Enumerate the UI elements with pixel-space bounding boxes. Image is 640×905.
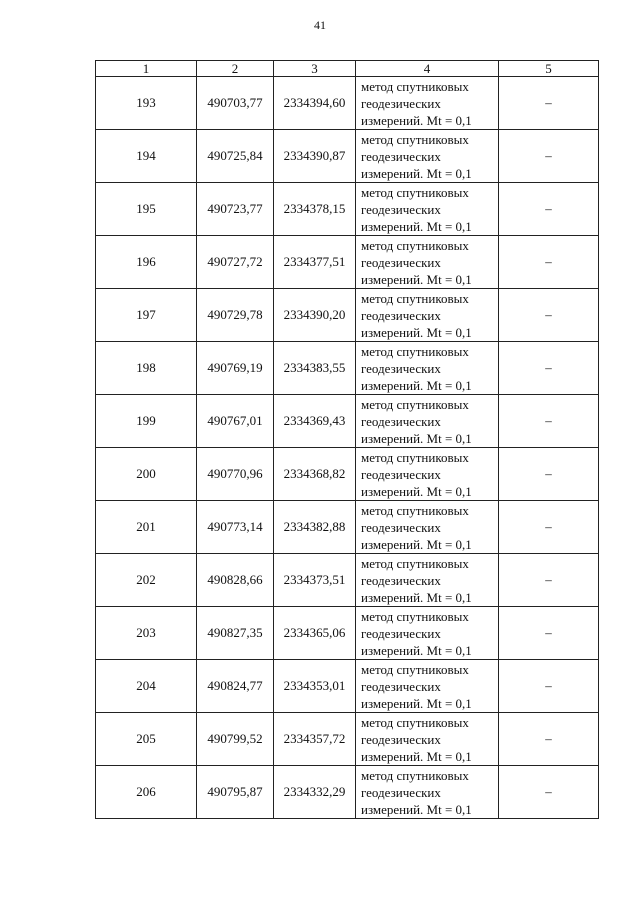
method-line: измерений. Mt = 0,1 bbox=[361, 112, 472, 128]
x-coordinate-cell: 490770,96 bbox=[197, 448, 274, 501]
method-cell bbox=[356, 130, 499, 183]
x-coordinate-cell: 490828,66 bbox=[197, 554, 274, 607]
table-row bbox=[96, 183, 599, 236]
method-line: измерений. Mt = 0,1 bbox=[361, 324, 472, 340]
x-coordinate-cell: 490827,35 bbox=[197, 607, 274, 660]
point-number-cell: 199 bbox=[96, 395, 197, 448]
x-coordinate-cell: 490824,77 bbox=[197, 660, 274, 713]
column-5-cell: – bbox=[499, 607, 599, 660]
header-col-4: 4 bbox=[356, 61, 499, 77]
y-coordinate-cell: 2334383,55 bbox=[274, 342, 356, 395]
method-line: геодезических bbox=[361, 360, 441, 376]
method-line: метод спутниковых bbox=[361, 555, 469, 571]
point-number-cell: 195 bbox=[96, 183, 197, 236]
column-5-cell: – bbox=[499, 554, 599, 607]
y-coordinate-cell: 2334357,72 bbox=[274, 713, 356, 766]
method-cell bbox=[356, 607, 499, 660]
point-number-cell: 197 bbox=[96, 289, 197, 342]
x-coordinate-cell: 490725,84 bbox=[197, 130, 274, 183]
method-line: измерений. Mt = 0,1 bbox=[361, 377, 472, 393]
method-cell bbox=[356, 77, 499, 130]
y-coordinate-cell: 2334378,15 bbox=[274, 183, 356, 236]
method-line: геодезических bbox=[361, 519, 441, 535]
x-coordinate-cell: 490723,77 bbox=[197, 183, 274, 236]
method-line: измерений. Mt = 0,1 bbox=[361, 536, 472, 552]
column-5-cell: – bbox=[499, 766, 599, 819]
x-coordinate-cell: 490795,87 bbox=[197, 766, 274, 819]
column-5-cell: – bbox=[499, 77, 599, 130]
method-line: геодезических bbox=[361, 254, 441, 270]
point-number-cell: 198 bbox=[96, 342, 197, 395]
point-number-cell: 201 bbox=[96, 501, 197, 554]
method-line: метод спутниковых bbox=[361, 449, 469, 465]
table-body bbox=[96, 77, 599, 819]
y-coordinate-cell: 2334390,20 bbox=[274, 289, 356, 342]
method-line: метод спутниковых bbox=[361, 343, 469, 359]
method-line: геодезических bbox=[361, 307, 441, 323]
method-line: геодезических bbox=[361, 95, 441, 111]
method-line: измерений. Mt = 0,1 bbox=[361, 695, 472, 711]
table-header bbox=[96, 61, 599, 77]
header-col-3: 3 bbox=[274, 61, 356, 77]
table-row bbox=[96, 713, 599, 766]
method-line: метод спутниковых bbox=[361, 131, 469, 147]
method-line: геодезических bbox=[361, 466, 441, 482]
method-line: измерений. Mt = 0,1 bbox=[361, 642, 472, 658]
point-number-cell: 203 bbox=[96, 607, 197, 660]
header-col-1: 1 bbox=[96, 61, 197, 77]
x-coordinate-cell: 490799,52 bbox=[197, 713, 274, 766]
column-5-cell: – bbox=[499, 342, 599, 395]
method-line: измерений. Mt = 0,1 bbox=[361, 430, 472, 446]
column-5-cell: – bbox=[499, 713, 599, 766]
method-line: геодезических bbox=[361, 201, 441, 217]
point-number-cell: 200 bbox=[96, 448, 197, 501]
method-line: метод спутниковых bbox=[361, 608, 469, 624]
y-coordinate-cell: 2334390,87 bbox=[274, 130, 356, 183]
column-5-cell: – bbox=[499, 130, 599, 183]
y-coordinate-cell: 2334369,43 bbox=[274, 395, 356, 448]
method-line: метод спутниковых bbox=[361, 396, 469, 412]
method-line: измерений. Mt = 0,1 bbox=[361, 483, 472, 499]
table-row bbox=[96, 554, 599, 607]
x-coordinate-cell: 490703,77 bbox=[197, 77, 274, 130]
method-line: измерений. Mt = 0,1 bbox=[361, 271, 472, 287]
column-5-cell: – bbox=[499, 501, 599, 554]
method-line: метод спутниковых bbox=[361, 184, 469, 200]
method-cell bbox=[356, 342, 499, 395]
method-line: измерений. Mt = 0,1 bbox=[361, 801, 472, 817]
point-number-cell: 196 bbox=[96, 236, 197, 289]
column-5-cell: – bbox=[499, 183, 599, 236]
x-coordinate-cell: 490767,01 bbox=[197, 395, 274, 448]
y-coordinate-cell: 2334394,60 bbox=[274, 77, 356, 130]
point-number-cell: 194 bbox=[96, 130, 197, 183]
x-coordinate-cell: 490727,72 bbox=[197, 236, 274, 289]
column-5-cell: – bbox=[499, 660, 599, 713]
method-line: геодезических bbox=[361, 572, 441, 588]
table-row bbox=[96, 448, 599, 501]
table-row bbox=[96, 607, 599, 660]
method-line: метод спутниковых bbox=[361, 78, 469, 94]
table-row bbox=[96, 395, 599, 448]
method-line: метод спутниковых bbox=[361, 767, 469, 783]
y-coordinate-cell: 2334332,29 bbox=[274, 766, 356, 819]
table-row bbox=[96, 130, 599, 183]
header-row bbox=[96, 61, 599, 77]
method-line: измерений. Mt = 0,1 bbox=[361, 165, 472, 181]
y-coordinate-cell: 2334382,88 bbox=[274, 501, 356, 554]
point-number-cell: 193 bbox=[96, 77, 197, 130]
method-line: геодезических bbox=[361, 413, 441, 429]
y-coordinate-cell: 2334353,01 bbox=[274, 660, 356, 713]
method-cell bbox=[356, 395, 499, 448]
table-row bbox=[96, 766, 599, 819]
table-row bbox=[96, 236, 599, 289]
table-row bbox=[96, 342, 599, 395]
x-coordinate-cell: 490773,14 bbox=[197, 501, 274, 554]
y-coordinate-cell: 2334368,82 bbox=[274, 448, 356, 501]
method-line: геодезических bbox=[361, 784, 441, 800]
method-line: измерений. Mt = 0,1 bbox=[361, 748, 472, 764]
table-row bbox=[96, 289, 599, 342]
method-line: геодезических bbox=[361, 678, 441, 694]
method-line: измерений. Mt = 0,1 bbox=[361, 589, 472, 605]
method-line: метод спутниковых bbox=[361, 237, 469, 253]
column-5-cell: – bbox=[499, 289, 599, 342]
table-row bbox=[96, 501, 599, 554]
point-number-cell: 202 bbox=[96, 554, 197, 607]
method-line: метод спутниковых bbox=[361, 502, 469, 518]
point-number-cell: 205 bbox=[96, 713, 197, 766]
header-col-5: 5 bbox=[499, 61, 599, 77]
point-number-cell: 204 bbox=[96, 660, 197, 713]
column-5-cell: – bbox=[499, 236, 599, 289]
method-cell bbox=[356, 660, 499, 713]
method-line: метод спутниковых bbox=[361, 661, 469, 677]
method-cell bbox=[356, 289, 499, 342]
coordinates-table bbox=[95, 60, 599, 819]
method-line: метод спутниковых bbox=[361, 290, 469, 306]
method-cell bbox=[356, 501, 499, 554]
header-col-2: 2 bbox=[197, 61, 274, 77]
method-cell bbox=[356, 554, 499, 607]
column-5-cell: – bbox=[499, 395, 599, 448]
page-number: 41 bbox=[314, 18, 326, 32]
y-coordinate-cell: 2334377,51 bbox=[274, 236, 356, 289]
method-cell bbox=[356, 183, 499, 236]
method-line: измерений. Mt = 0,1 bbox=[361, 218, 472, 234]
table-row bbox=[96, 77, 599, 130]
x-coordinate-cell: 490729,78 bbox=[197, 289, 274, 342]
method-cell bbox=[356, 448, 499, 501]
point-number-cell: 206 bbox=[96, 766, 197, 819]
column-5-cell: – bbox=[499, 448, 599, 501]
method-cell bbox=[356, 713, 499, 766]
y-coordinate-cell: 2334373,51 bbox=[274, 554, 356, 607]
method-cell bbox=[356, 236, 499, 289]
x-coordinate-cell: 490769,19 bbox=[197, 342, 274, 395]
method-line: геодезических bbox=[361, 148, 441, 164]
method-line: метод спутниковых bbox=[361, 714, 469, 730]
y-coordinate-cell: 2334365,06 bbox=[274, 607, 356, 660]
method-cell bbox=[356, 766, 499, 819]
table-row bbox=[96, 660, 599, 713]
method-line: геодезических bbox=[361, 731, 441, 747]
method-line: геодезических bbox=[361, 625, 441, 641]
